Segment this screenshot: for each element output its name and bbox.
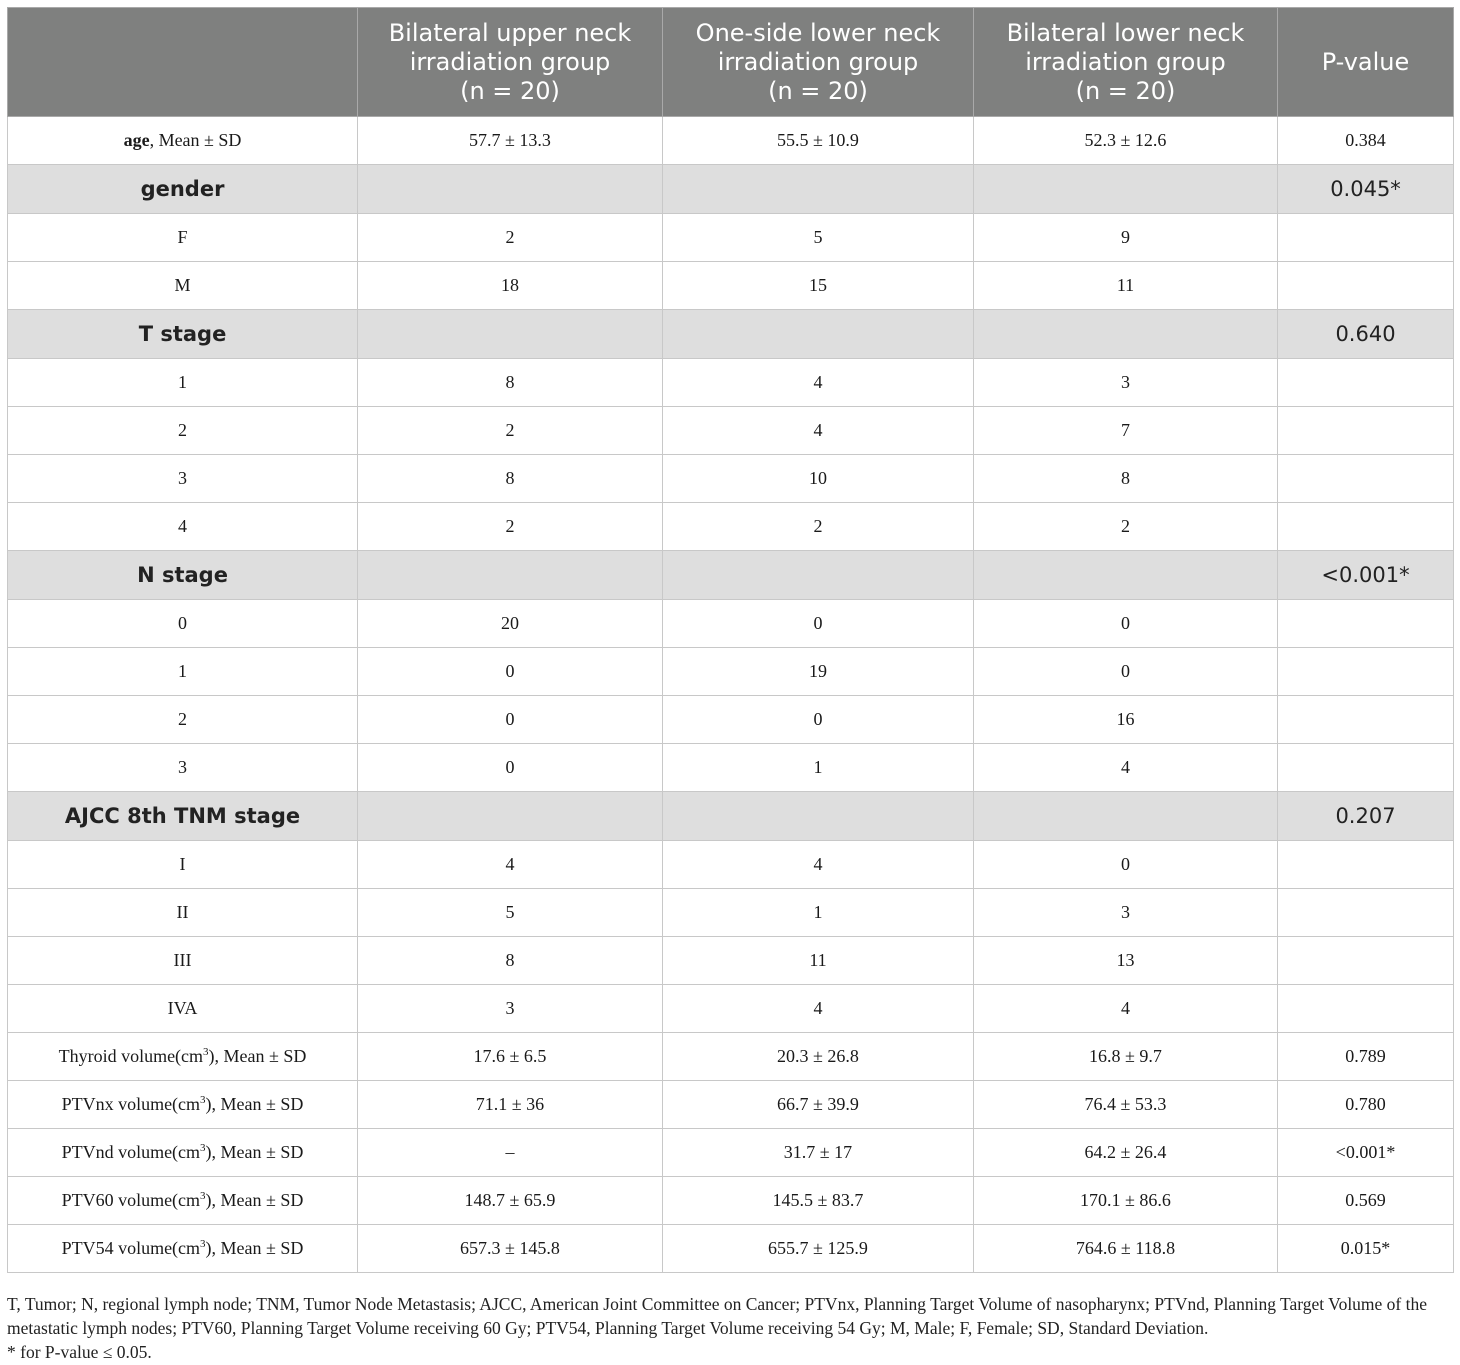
value-cell: 64.2 ± 26.4 (974, 1129, 1278, 1177)
row-label (8, 1129, 358, 1177)
empty-cell (1278, 937, 1454, 985)
empty-cell (663, 165, 974, 214)
value-cell: 0 (974, 600, 1278, 648)
value-cell: 55.5 ± 10.9 (663, 117, 974, 165)
value-cell: 57.7 ± 13.3 (358, 117, 663, 165)
value-cell: 4 (663, 985, 974, 1033)
value-cell: 0 (358, 648, 663, 696)
unit-superscript: 3 (200, 1094, 206, 1106)
p-value-cell: 0.780 (1278, 1081, 1454, 1129)
section-p-value: 0.045* (1278, 165, 1454, 214)
table-body (8, 117, 1454, 1273)
value-cell: 4 (663, 359, 974, 407)
empty-cell (974, 792, 1278, 841)
p-value-cell: <0.001* (1278, 1129, 1454, 1177)
footnote-abbreviations: T, Tumor; N, regional lymph node; TNM, Tumor Node Metastasis; AJCC, American Joint Committee on Cancer; PTVnx, Planning Target Volume of nasopharynx; PTVnd, Planning Target Volume of the metastatic lymph nodes; PTV60, Planning Target Volume receiving 60 Gy; PTV54, Planning Target Volume receiving 54 Gy; M, Male; F, Female; SD, Standard Deviation. (7, 1294, 1428, 1338)
value-cell: 52.3 ± 12.6 (974, 117, 1278, 165)
table-row-volume (8, 1225, 1454, 1273)
value-cell: 0 (974, 648, 1278, 696)
header-line: Bilateral upper neck (388, 18, 632, 47)
value-cell: 1 (663, 889, 974, 937)
footnote-significance: * for P-value ≤ 0.05. (7, 1342, 152, 1362)
empty-cell (1278, 648, 1454, 696)
table-row (8, 744, 1454, 792)
volume-label-suffix: ), Mean ± SD (205, 1190, 304, 1210)
value-cell: 764.6 ± 118.8 (974, 1225, 1278, 1273)
row-label (8, 1225, 358, 1273)
value-cell: 8 (358, 937, 663, 985)
value-cell: 11 (974, 262, 1278, 310)
empty-cell (663, 792, 974, 841)
value-cell: 4 (974, 744, 1278, 792)
value-cell: 17.6 ± 6.5 (358, 1033, 663, 1081)
section-p-value: 0.640 (1278, 310, 1454, 359)
table-row (8, 214, 1454, 262)
value-cell: 7 (974, 407, 1278, 455)
value-cell: 655.7 ± 125.9 (663, 1225, 974, 1273)
value-cell: 8 (358, 455, 663, 503)
section-header-row (8, 165, 1454, 214)
value-cell: 0 (358, 744, 663, 792)
value-cell: 148.7 ± 65.9 (358, 1177, 663, 1225)
characteristics-table (7, 7, 1454, 1273)
table-row (8, 841, 1454, 889)
table-row (8, 600, 1454, 648)
empty-cell (1278, 262, 1454, 310)
value-cell: 657.3 ± 145.8 (358, 1225, 663, 1273)
header-line: irradiation group (409, 47, 611, 76)
volume-label-text: PTVnx volume(cm (61, 1094, 201, 1114)
empty-cell (974, 165, 1278, 214)
header-bilateral-lower-neck (974, 8, 1278, 117)
row-label (8, 1033, 358, 1081)
value-cell: 3 (358, 985, 663, 1033)
row-label: 2 (8, 696, 358, 744)
value-cell: – (358, 1129, 663, 1177)
value-cell: 5 (663, 214, 974, 262)
empty-cell (1278, 455, 1454, 503)
row-label: 4 (8, 503, 358, 551)
header-line: P-value (1321, 47, 1410, 76)
value-cell: 20.3 ± 26.8 (663, 1033, 974, 1081)
table-row-volume (8, 1081, 1454, 1129)
row-label: I (8, 841, 358, 889)
value-cell: 2 (663, 503, 974, 551)
age-label-bold: age (123, 130, 150, 150)
value-cell: 16 (974, 696, 1278, 744)
value-cell: 4 (358, 841, 663, 889)
table-row (8, 985, 1454, 1033)
table-row-age (8, 117, 1454, 165)
empty-cell (1278, 841, 1454, 889)
row-label: 2 (8, 407, 358, 455)
table-row (8, 503, 1454, 551)
unit-superscript: 3 (200, 1190, 206, 1202)
row-label: 3 (8, 455, 358, 503)
table-row (8, 648, 1454, 696)
value-cell: 0 (663, 696, 974, 744)
characteristics-table-container (7, 7, 1453, 1273)
row-label: 1 (8, 359, 358, 407)
value-cell: 16.8 ± 9.7 (974, 1033, 1278, 1081)
value-cell: 4 (663, 841, 974, 889)
unit-superscript: 3 (203, 1046, 209, 1058)
row-label: III (8, 937, 358, 985)
header-blank (8, 8, 358, 117)
value-cell: 1 (663, 744, 974, 792)
p-value-cell: 0.569 (1278, 1177, 1454, 1225)
table-row-volume (8, 1129, 1454, 1177)
row-label: F (8, 214, 358, 262)
table-row-volume (8, 1177, 1454, 1225)
table-row (8, 407, 1454, 455)
value-cell: 31.7 ± 17 (663, 1129, 974, 1177)
section-title: AJCC 8th TNM stage (8, 792, 358, 841)
row-label: 3 (8, 744, 358, 792)
value-cell: 66.7 ± 39.9 (663, 1081, 974, 1129)
table-row (8, 455, 1454, 503)
section-title: T stage (8, 310, 358, 359)
p-value-cell: 0.789 (1278, 1033, 1454, 1081)
value-cell: 4 (974, 985, 1278, 1033)
empty-cell (1278, 359, 1454, 407)
header-line: (n = 20) (768, 76, 868, 105)
row-label: M (8, 262, 358, 310)
section-p-value: <0.001* (1278, 551, 1454, 600)
empty-cell (663, 310, 974, 359)
volume-label-text: PTVnd volume(cm (61, 1142, 201, 1162)
volume-label-suffix: ), Mean ± SD (208, 1046, 307, 1066)
value-cell: 3 (974, 359, 1278, 407)
table-row (8, 359, 1454, 407)
value-cell: 10 (663, 455, 974, 503)
empty-cell (1278, 503, 1454, 551)
empty-cell (358, 165, 663, 214)
table-header-row (8, 8, 1454, 117)
empty-cell (1278, 744, 1454, 792)
row-label (8, 117, 358, 165)
section-header-row (8, 792, 1454, 841)
empty-cell (974, 310, 1278, 359)
value-cell: 76.4 ± 53.3 (974, 1081, 1278, 1129)
age-label-rest: , Mean ± SD (149, 130, 242, 150)
value-cell: 2 (974, 503, 1278, 551)
table-footnotes (7, 1292, 1455, 1364)
section-title: gender (8, 165, 358, 214)
volume-label-text: PTV60 volume(cm (61, 1190, 201, 1210)
header-bilateral-upper-neck (358, 8, 663, 117)
header-line: (n = 20) (1075, 76, 1176, 105)
volume-label-suffix: ), Mean ± SD (205, 1142, 304, 1162)
value-cell: 15 (663, 262, 974, 310)
value-cell: 4 (663, 407, 974, 455)
volume-label-suffix: ), Mean ± SD (205, 1238, 304, 1258)
unit-superscript: 3 (200, 1238, 206, 1250)
p-value-cell: 0.384 (1278, 117, 1454, 165)
value-cell: 18 (358, 262, 663, 310)
value-cell: 5 (358, 889, 663, 937)
header-line: One-side lower neck (695, 18, 941, 47)
volume-label-text: Thyroid volume(cm (58, 1046, 204, 1066)
row-label: 1 (8, 648, 358, 696)
row-label (8, 1177, 358, 1225)
empty-cell (1278, 696, 1454, 744)
header-p-value (1278, 8, 1454, 117)
table-row-volume (8, 1033, 1454, 1081)
row-label: IVA (8, 985, 358, 1033)
table-row (8, 262, 1454, 310)
volume-label-text: PTV54 volume(cm (61, 1238, 201, 1258)
empty-cell (358, 551, 663, 600)
row-label (8, 1081, 358, 1129)
empty-cell (1278, 600, 1454, 648)
value-cell: 3 (974, 889, 1278, 937)
value-cell: 0 (663, 600, 974, 648)
section-p-value: 0.207 (1278, 792, 1454, 841)
value-cell: 9 (974, 214, 1278, 262)
value-cell: 170.1 ± 86.6 (974, 1177, 1278, 1225)
row-label: II (8, 889, 358, 937)
empty-cell (358, 310, 663, 359)
value-cell: 71.1 ± 36 (358, 1081, 663, 1129)
header-one-side-lower-neck (663, 8, 974, 117)
section-header-row (8, 551, 1454, 600)
value-cell: 0 (358, 696, 663, 744)
empty-cell (1278, 889, 1454, 937)
row-label: 0 (8, 600, 358, 648)
unit-superscript: 3 (200, 1142, 206, 1154)
value-cell: 145.5 ± 83.7 (663, 1177, 974, 1225)
volume-label-suffix: ), Mean ± SD (205, 1094, 304, 1114)
empty-cell (1278, 214, 1454, 262)
header-line: irradiation group (717, 47, 919, 76)
value-cell: 2 (358, 407, 663, 455)
table-row (8, 937, 1454, 985)
value-cell: 0 (974, 841, 1278, 889)
value-cell: 11 (663, 937, 974, 985)
p-value-cell: 0.015* (1278, 1225, 1454, 1273)
table-row (8, 889, 1454, 937)
empty-cell (358, 792, 663, 841)
empty-cell (974, 551, 1278, 600)
empty-cell (1278, 407, 1454, 455)
section-title: N stage (8, 551, 358, 600)
table-row (8, 696, 1454, 744)
value-cell: 20 (358, 600, 663, 648)
header-line: irradiation group (1025, 47, 1226, 76)
value-cell: 2 (358, 214, 663, 262)
value-cell: 2 (358, 503, 663, 551)
header-line: (n = 20) (460, 76, 560, 105)
value-cell: 13 (974, 937, 1278, 985)
section-header-row (8, 310, 1454, 359)
value-cell: 19 (663, 648, 974, 696)
value-cell: 8 (358, 359, 663, 407)
header-line: Bilateral lower neck (1006, 18, 1245, 47)
empty-cell (663, 551, 974, 600)
value-cell: 8 (974, 455, 1278, 503)
empty-cell (1278, 985, 1454, 1033)
